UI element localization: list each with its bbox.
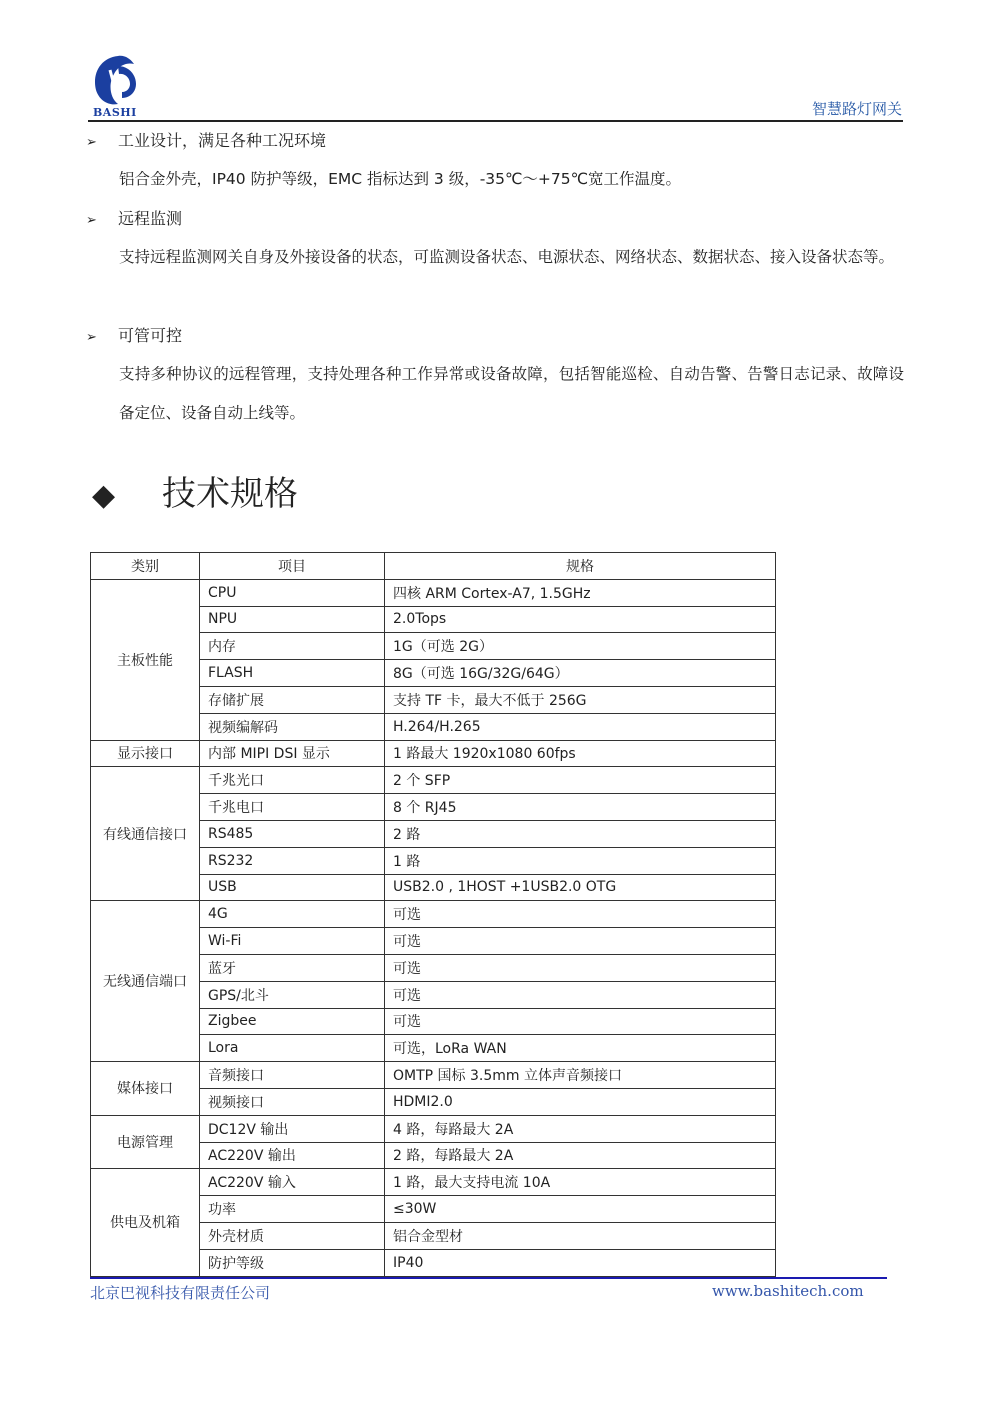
column-header-spec: 规格 <box>385 553 776 580</box>
table-row <box>91 1115 776 1142</box>
spec-cell: 可选 <box>385 981 776 1008</box>
item-cell: 音频接口 <box>200 1062 385 1089</box>
spec-cell: 4 路，每路最大 2A <box>385 1115 776 1142</box>
footer-website: www.bashitech.com <box>712 1282 864 1300</box>
spec-cell: 8G（可选 16G/32G/64G） <box>385 660 776 687</box>
feature-desc-monitoring: 支持远程监测网关自身及外接设备的状态，可监测设备状态、电源状态、网络状态、数据状态、接入设备状态等。 <box>119 248 895 266</box>
spec-cell: 支持 TF 卡，最大不低于 256G <box>385 686 776 713</box>
spec-cell: ≤30W <box>385 1196 776 1223</box>
arrow-bullet-icon: ➢ <box>86 213 97 228</box>
spec-table <box>90 552 776 1277</box>
arrow-bullet-icon: ➢ <box>86 330 97 345</box>
item-cell: RS485 <box>200 820 385 847</box>
item-cell: DC12V 输出 <box>200 1115 385 1142</box>
document-title: 智慧路灯网关 <box>811 100 902 118</box>
item-cell: FLASH <box>200 660 385 687</box>
spec-cell: 1 路最大 1920x1080 60fps <box>385 740 776 767</box>
item-cell: Lora <box>200 1035 385 1062</box>
table-row <box>91 901 776 928</box>
diamond-bullet-icon: ◆ <box>92 478 116 513</box>
item-cell: 内部 MIPI DSI 显示 <box>200 740 385 767</box>
item-cell: NPU <box>200 606 385 633</box>
item-cell: 存储扩展 <box>200 686 385 713</box>
table-row <box>91 1169 776 1196</box>
spec-cell: 可选 <box>385 928 776 955</box>
item-cell: 视频接口 <box>200 1088 385 1115</box>
spec-cell: 可选 <box>385 1008 776 1035</box>
table-row <box>91 1062 776 1089</box>
table-row <box>91 579 776 606</box>
spec-cell: HDMI2.0 <box>385 1088 776 1115</box>
spec-cell: IP40 <box>385 1249 776 1276</box>
item-cell: GPS/北斗 <box>200 981 385 1008</box>
logo-text: BASHI <box>93 106 137 119</box>
spec-cell: 铝合金型材 <box>385 1222 776 1249</box>
item-cell: Wi-Fi <box>200 928 385 955</box>
arrow-bullet-icon: ➢ <box>86 135 97 150</box>
footer-company: 北京巴视科技有限责任公司 <box>90 1284 271 1302</box>
item-cell: AC220V 输出 <box>200 1142 385 1169</box>
item-cell: 内存 <box>200 633 385 660</box>
spec-cell: USB2.0 , 1HOST +1USB2.0 OTG <box>385 874 776 901</box>
table-header-row <box>91 553 776 580</box>
spec-cell: 2 路，每路最大 2A <box>385 1142 776 1169</box>
spec-cell: 可选，LoRa WAN <box>385 1035 776 1062</box>
category-cell: 无线通信端口 <box>91 901 200 1062</box>
spec-cell: OMTP 国标 3.5mm 立体声音频接口 <box>385 1062 776 1089</box>
item-cell: USB <box>200 874 385 901</box>
footer-divider <box>90 1277 887 1279</box>
item-cell: Zigbee <box>200 1008 385 1035</box>
spec-cell: 2 路 <box>385 820 776 847</box>
item-cell: 视频编解码 <box>200 713 385 740</box>
item-cell: 蓝牙 <box>200 954 385 981</box>
column-header-category: 类别 <box>91 553 200 580</box>
spec-cell: 1 路 <box>385 847 776 874</box>
item-cell: CPU <box>200 579 385 606</box>
feature-desc-control: 支持多种协议的远程管理，支持处理各种工作异常或设备故障，包括智能巡检、自动告警、告警日志记录、故障设备定位、设备自动上线等。 <box>119 365 904 422</box>
spec-cell: 可选 <box>385 901 776 928</box>
item-cell: RS232 <box>200 847 385 874</box>
feature-desc-industrial: 铝合金外壳，IP40 防护等级，EMC 指标达到 3 级，-35℃～+75℃宽工作温度。 <box>119 170 682 188</box>
category-cell: 电源管理 <box>91 1115 200 1169</box>
column-header-item: 项目 <box>200 553 385 580</box>
section-heading <box>92 472 298 518</box>
section-title: 技术规格 <box>162 474 298 514</box>
item-cell: 功率 <box>200 1196 385 1223</box>
table-row <box>91 767 776 794</box>
spec-cell: 2 个 SFP <box>385 767 776 794</box>
spec-cell: 1G（可选 2G） <box>385 633 776 660</box>
item-cell: 千兆电口 <box>200 794 385 821</box>
table-row <box>91 740 776 767</box>
spec-cell: 1 路，最大支持电流 10A <box>385 1169 776 1196</box>
feature-title-monitoring: ➢ 远程监测 <box>86 209 182 231</box>
item-cell: AC220V 输入 <box>200 1169 385 1196</box>
header-divider <box>88 120 903 122</box>
item-cell: 千兆光口 <box>200 767 385 794</box>
item-cell: 外壳材质 <box>200 1222 385 1249</box>
item-cell: 防护等级 <box>200 1249 385 1276</box>
category-cell: 显示接口 <box>91 740 200 767</box>
spec-table-body <box>91 579 776 1276</box>
category-cell: 有线通信接口 <box>91 767 200 901</box>
category-cell: 主板性能 <box>91 579 200 740</box>
spec-cell: 2.0Tops <box>385 606 776 633</box>
spec-cell: 四核 ARM Cortex-A7, 1.5GHz <box>385 579 776 606</box>
feature-title-industrial: ➢ 工业设计，满足各种工况环境 <box>86 131 326 153</box>
category-cell: 媒体接口 <box>91 1062 200 1116</box>
feature-title-control: ➢ 可管可控 <box>86 326 182 348</box>
item-cell: 4G <box>200 901 385 928</box>
spec-cell: 可选 <box>385 954 776 981</box>
spec-cell: 8 个 RJ45 <box>385 794 776 821</box>
spec-cell: H.264/H.265 <box>385 713 776 740</box>
category-cell: 供电及机箱 <box>91 1169 200 1276</box>
